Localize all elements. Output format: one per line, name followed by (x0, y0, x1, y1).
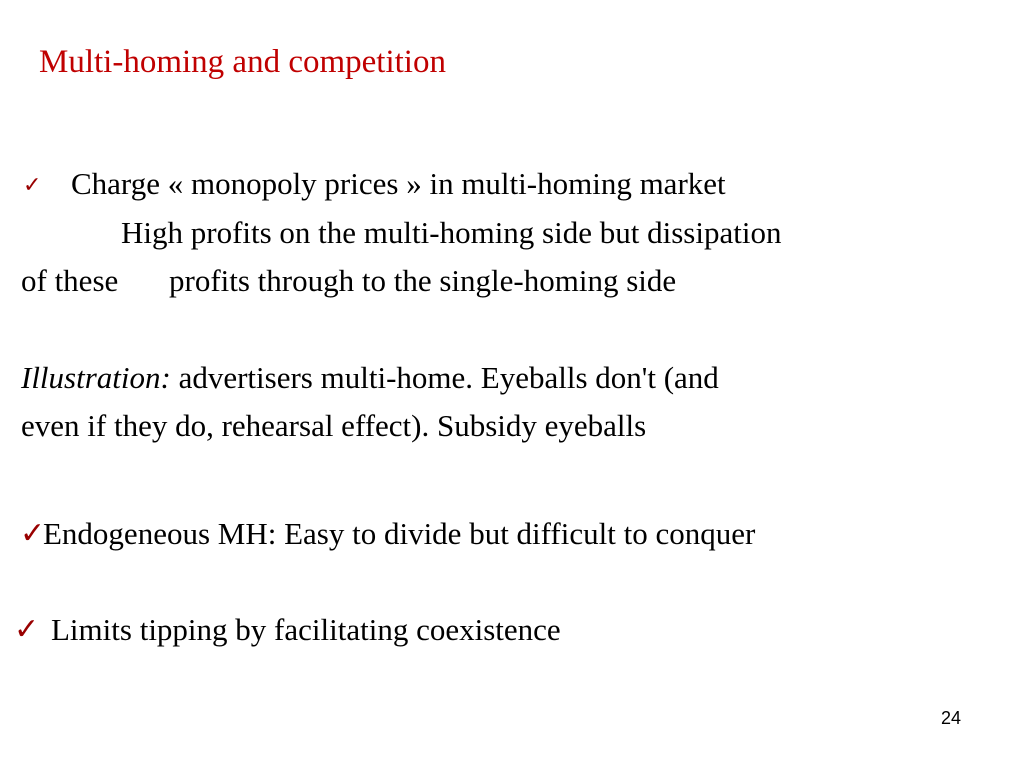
of-these-text: of these (21, 263, 119, 298)
checkmark-icon: ✓ (20, 517, 46, 550)
illustration-line-2: even if they do, rehearsal effect). Subsidy eyeballs (21, 408, 647, 443)
page-number: 24 (941, 708, 962, 728)
bullet-endogeneous-mh: Endogeneous MH: Easy to divide but difficult to conquer (43, 516, 756, 551)
bullet-limits-tipping: Limits tipping by facilitating coexistence (51, 612, 561, 647)
checkmark-icon: ✓ (14, 613, 40, 646)
high-profits-line: High profits on the multi-homing side but dissipation (121, 215, 782, 250)
illustration-label: Illustration: (21, 360, 171, 395)
bullet-charge-monopoly-prices: Charge « monopoly prices » in multi-homing market (71, 166, 726, 201)
checkmark-icon: ✓ (23, 172, 42, 197)
illustration-line-1 (21, 358, 719, 398)
slide-title: Multi-homing and competition (39, 44, 446, 80)
profits-through-text: profits through to the single-homing side (169, 263, 677, 298)
illustration-text: advertisers multi-home. Eyeballs don't (and (178, 360, 719, 395)
